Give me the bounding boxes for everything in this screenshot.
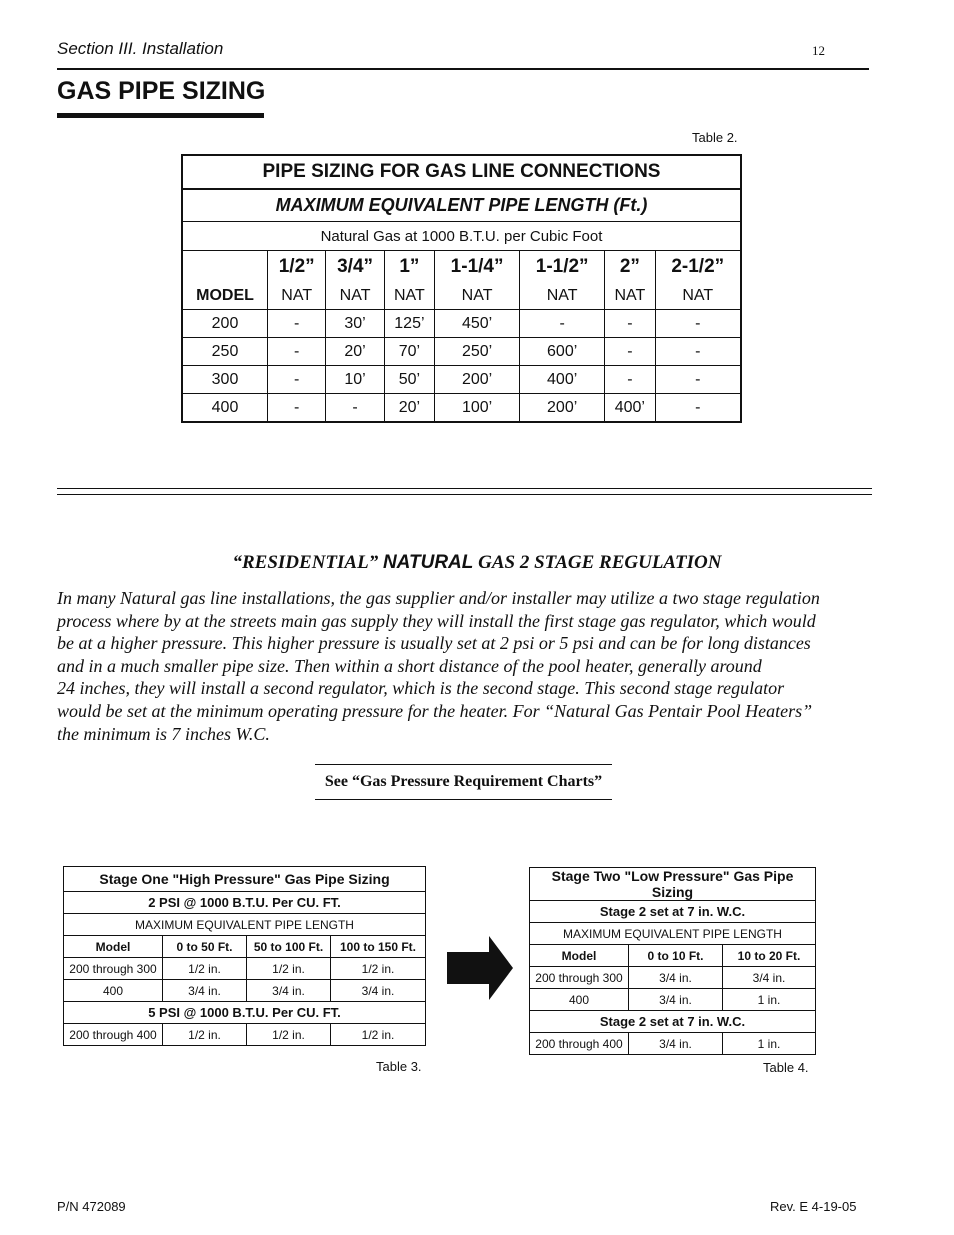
gas-type-cell: NAT <box>384 283 434 310</box>
table4-stage2a: Stage 2 set at 7 in. W.C. <box>530 901 816 923</box>
residential-paragraph <box>57 587 887 745</box>
model-cell: 400 <box>182 394 268 423</box>
table4-caption: Table 4. <box>763 1060 809 1075</box>
value-cell: 400’ <box>520 366 605 394</box>
paragraph-line: and in a much smaller pipe size. Then within a short distance of the pool heater, generally around <box>57 655 762 676</box>
value-cell: - <box>268 366 326 394</box>
table-cell: 200 through 300 <box>64 958 163 980</box>
value-cell: - <box>605 310 655 338</box>
table2-model-header-top <box>182 251 268 284</box>
table-cell: 3/4 in. <box>629 1033 723 1055</box>
table-row <box>182 338 741 366</box>
table4-title: Stage Two "Low Pressure" Gas Pipe Sizing <box>530 868 816 901</box>
value-cell: - <box>655 338 741 366</box>
value-cell: 125’ <box>384 310 434 338</box>
title-underline <box>57 113 264 118</box>
heading-part: “RESIDENTIAL” <box>232 552 383 573</box>
gas-type-cell: NAT <box>605 283 655 310</box>
table-row <box>64 980 426 1002</box>
section-label: Section III. Installation <box>57 39 224 58</box>
paragraph-line: process where by at the streets main gas supply they will install the first stage gas regulator, which would <box>57 610 816 631</box>
value-cell: 30’ <box>326 310 384 338</box>
paragraph-line: In many Natural gas line installations, the gas supplier and/or installer may utilize a two stage regulation <box>57 588 820 608</box>
size-header: 1” <box>384 251 434 284</box>
table4-max-length: MAXIMUM EQUIVALENT PIPE LENGTH <box>530 923 816 945</box>
gas-type-cell: NAT <box>520 283 605 310</box>
table-row <box>530 989 816 1011</box>
value-cell: 400’ <box>605 394 655 423</box>
table4-stage2b: Stage 2 set at 7 in. W.C. <box>530 1011 816 1033</box>
table-cell: 200 through 400 <box>64 1024 163 1046</box>
value-cell: 200’ <box>435 366 520 394</box>
table-cell: 1/2 in. <box>331 958 426 980</box>
size-header: 1-1/4” <box>435 251 520 284</box>
section-divider <box>57 488 872 489</box>
part-number: P/N 472089 <box>57 1199 126 1214</box>
page-title: GAS PIPE SIZING <box>57 77 266 105</box>
column-header: 10 to 20 Ft. <box>723 945 816 967</box>
table3-title: Stage One "High Pressure" Gas Pipe Sizing <box>64 867 426 892</box>
table2-subtitle: MAXIMUM EQUIVALENT PIPE LENGTH (Ft.) <box>182 189 741 222</box>
gas-type-cell: NAT <box>326 283 384 310</box>
value-cell: - <box>655 366 741 394</box>
model-cell: 200 <box>182 310 268 338</box>
column-header: Model <box>530 945 629 967</box>
table-cell: 1 in. <box>723 989 816 1011</box>
column-header: 0 to 50 Ft. <box>163 936 247 958</box>
paragraph-line: 24 inches, they will install a second regulator, which is the second stage. This second stage regulator <box>57 678 785 699</box>
table-cell: 1/2 in. <box>247 958 331 980</box>
table2-model-header: MODEL <box>182 283 268 310</box>
stage-two-table <box>529 867 816 1055</box>
table-cell: 1/2 in. <box>247 1024 331 1046</box>
table-cell: 1/2 in. <box>163 1024 247 1046</box>
residential-heading <box>0 552 954 574</box>
see-charts-note: See “Gas Pressure Requirement Charts” <box>315 764 612 800</box>
value-cell: 450’ <box>435 310 520 338</box>
heading-part: NATURAL <box>382 552 474 573</box>
table-cell: 200 through 300 <box>530 967 629 989</box>
table3-psi2: 2 PSI @ 1000 B.T.U. Per CU. FT. <box>64 892 426 914</box>
column-header: 100 to 150 Ft. <box>331 936 426 958</box>
pipe-sizing-table <box>181 154 742 423</box>
revision-label: Rev. E 4-19-05 <box>770 1199 857 1214</box>
stage-one-table <box>63 866 426 1046</box>
value-cell: - <box>605 366 655 394</box>
column-header: 0 to 10 Ft. <box>629 945 723 967</box>
model-cell: 300 <box>182 366 268 394</box>
value-cell: 100’ <box>435 394 520 423</box>
table-cell: 1/2 in. <box>163 958 247 980</box>
table-cell: 3/4 in. <box>247 980 331 1002</box>
size-header: 1-1/2” <box>520 251 605 284</box>
gas-type-cell: NAT <box>268 283 326 310</box>
table-cell: 200 through 400 <box>530 1033 629 1055</box>
table-cell: 3/4 in. <box>629 967 723 989</box>
size-header: 1/2” <box>268 251 326 284</box>
model-cell: 250 <box>182 338 268 366</box>
table-cell: 3/4 in. <box>723 967 816 989</box>
heading-part: GAS 2 STAGE REGULATION <box>473 552 722 573</box>
value-cell: 50’ <box>384 366 434 394</box>
paragraph-line: be at a higher pressure. This higher pressure is usually set at 2 psi or 5 psi and can be for long distances <box>57 633 811 654</box>
table-cell: 1 in. <box>723 1033 816 1055</box>
table-row <box>64 958 426 980</box>
page-number: 12 <box>812 43 825 58</box>
table-row <box>182 310 741 338</box>
table-cell: 3/4 in. <box>629 989 723 1011</box>
paragraph-line: the minimum is 7 inches W.C. <box>57 723 270 744</box>
section-divider <box>57 494 872 495</box>
value-cell: - <box>655 394 741 423</box>
value-cell: - <box>268 338 326 366</box>
value-cell: 200’ <box>520 394 605 423</box>
table-cell: 3/4 in. <box>331 980 426 1002</box>
table2-title: PIPE SIZING FOR GAS LINE CONNECTIONS <box>182 155 741 189</box>
value-cell: 70’ <box>384 338 434 366</box>
value-cell: 250’ <box>435 338 520 366</box>
table3-max-length: MAXIMUM EQUIVALENT PIPE LENGTH <box>64 914 426 936</box>
table-cell: 1/2 in. <box>331 1024 426 1046</box>
right-arrow-icon <box>447 936 513 1000</box>
value-cell: - <box>520 310 605 338</box>
header-rule <box>57 68 869 70</box>
size-header: 2” <box>605 251 655 284</box>
table3-psi5: 5 PSI @ 1000 B.T.U. Per CU. FT. <box>64 1002 426 1024</box>
value-cell: - <box>268 394 326 423</box>
value-cell: - <box>268 310 326 338</box>
table-cell: 400 <box>64 980 163 1002</box>
table2-gas-note: Natural Gas at 1000 B.T.U. per Cubic Foot <box>182 222 741 251</box>
gas-type-cell: NAT <box>655 283 741 310</box>
value-cell: - <box>655 310 741 338</box>
table-row <box>530 967 816 989</box>
value-cell: 600’ <box>520 338 605 366</box>
table-cell: 400 <box>530 989 629 1011</box>
column-header: Model <box>64 936 163 958</box>
table2-caption: Table 2. <box>692 130 738 145</box>
table-row <box>64 1024 426 1046</box>
value-cell: - <box>326 394 384 423</box>
value-cell: 20’ <box>326 338 384 366</box>
value-cell: - <box>605 338 655 366</box>
table-row <box>182 394 741 423</box>
size-header: 3/4” <box>326 251 384 284</box>
paragraph-line: would be set at the minimum operating pressure for the heater. For “Natural Gas Pentair Pool Heaters” <box>57 700 813 721</box>
size-header: 2-1/2” <box>655 251 741 284</box>
column-header: 50 to 100 Ft. <box>247 936 331 958</box>
gas-type-cell: NAT <box>435 283 520 310</box>
table3-caption: Table 3. <box>376 1059 422 1074</box>
table-cell: 3/4 in. <box>163 980 247 1002</box>
table-row <box>530 1033 816 1055</box>
table-row <box>182 366 741 394</box>
value-cell: 10’ <box>326 366 384 394</box>
value-cell: 20’ <box>384 394 434 423</box>
